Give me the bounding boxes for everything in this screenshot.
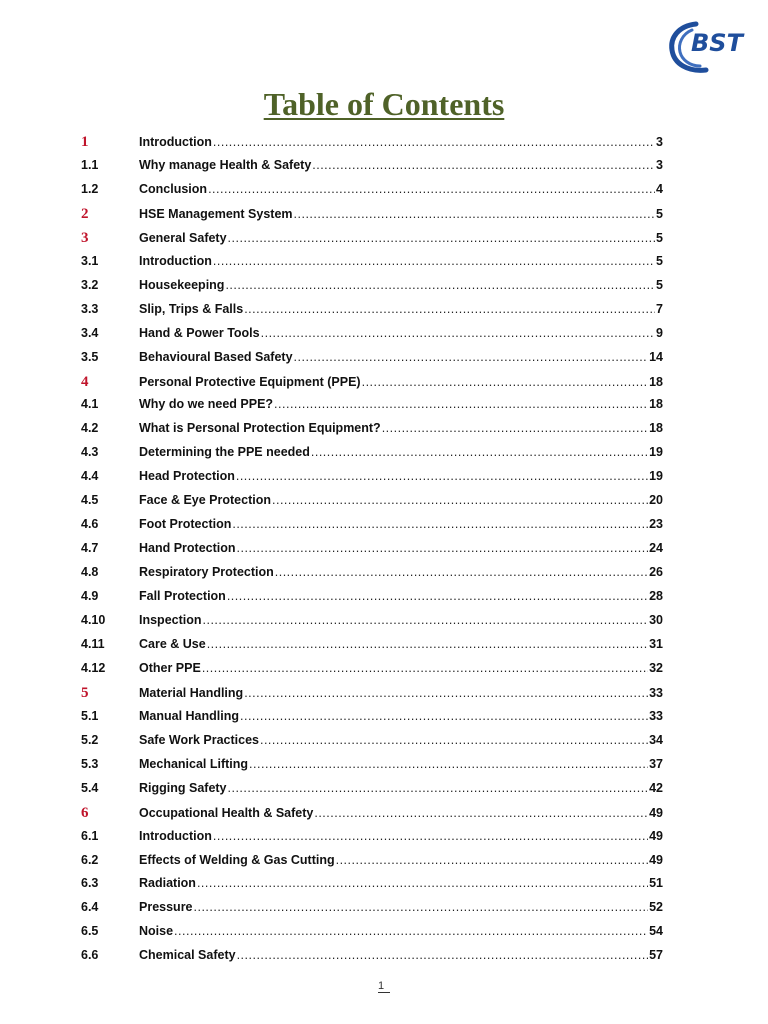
- toc-entry-number: 1.2: [81, 181, 99, 196]
- toc-entry-label-group: [139, 469, 663, 483]
- toc-entry-title: Inspection: [139, 613, 202, 627]
- toc-entry-label-group: [139, 375, 663, 389]
- toc-entry-title: Foot Protection: [139, 517, 232, 532]
- toc-entry-page: 42: [649, 780, 663, 795]
- toc-entry[interactable]: [81, 397, 663, 419]
- toc-entry-number: 3.3: [81, 301, 99, 316]
- toc-entry[interactable]: [81, 302, 663, 324]
- toc-dot-leader: [362, 375, 649, 389]
- toc-entry-label-group: [139, 135, 663, 149]
- toc-entry-page: 49: [649, 805, 663, 820]
- toc-entry-page: 3: [656, 135, 663, 149]
- toc-entry-number: 4.9: [81, 589, 99, 604]
- toc-entry-label-group: [139, 541, 663, 555]
- toc-entry[interactable]: [81, 900, 663, 922]
- toc-entry-title: Why do we need PPE?: [139, 397, 274, 412]
- toc-dot-leader: [312, 158, 655, 172]
- toc-entry-page: 28: [649, 589, 663, 604]
- toc-entry-page: 49: [649, 828, 663, 843]
- toc-entry[interactable]: [81, 924, 663, 946]
- toc-entry[interactable]: [81, 829, 663, 851]
- toc-entry-title: Introduction: [139, 828, 212, 843]
- toc-entry-title: Slip, Trips & Falls: [139, 301, 244, 316]
- toc-dot-leader: [213, 254, 655, 268]
- toc-entry-title: Introduction: [139, 253, 212, 268]
- toc-entry-title: Other PPE: [139, 660, 201, 675]
- toc-entry-title: Pressure: [139, 900, 193, 915]
- toc-entry[interactable]: [81, 613, 663, 635]
- toc-entry[interactable]: [81, 421, 663, 443]
- toc-entry-page: 32: [649, 660, 663, 675]
- toc-entry[interactable]: [81, 853, 663, 875]
- toc-dot-leader: [244, 686, 648, 700]
- toc-dot-leader: [207, 637, 648, 651]
- page-title: [0, 86, 768, 123]
- toc-entry-number: 4.5: [81, 493, 99, 508]
- toc-entry-title: Respiratory Protection: [139, 565, 274, 580]
- toc-entry-label-group: [139, 948, 663, 962]
- toc-dot-leader: [228, 781, 649, 795]
- toc-dot-leader: [311, 445, 648, 459]
- toc-entry-page: 5: [656, 277, 663, 292]
- toc-entry-title: Introduction: [139, 135, 212, 149]
- toc-entry-page: 14: [649, 349, 663, 364]
- toc-entry-label-group: [139, 637, 663, 651]
- toc-dot-leader: [174, 924, 648, 938]
- toc-entry-title: Safe Work Practices: [139, 732, 259, 747]
- toc-entry-title: Face & Eye Protection: [139, 493, 271, 508]
- toc-entry-title: Chemical Safety: [139, 948, 236, 963]
- toc-entry-number: 6.1: [81, 828, 99, 843]
- toc-entry-number: 6.6: [81, 948, 99, 963]
- toc-entry-title: Hand Protection: [139, 541, 236, 556]
- toc-entry-title: Rigging Safety: [139, 780, 227, 795]
- toc-entry[interactable]: [81, 685, 663, 707]
- toc-entry-label-group: [139, 876, 663, 890]
- toc-entry[interactable]: [81, 948, 663, 970]
- toc-entry-page: 24: [649, 541, 663, 556]
- toc-entry-page: 18: [649, 374, 663, 389]
- toc-entry[interactable]: [81, 445, 663, 467]
- toc-entry-page: 3: [656, 157, 663, 172]
- toc-entry-number: 2: [81, 205, 89, 222]
- toc-entry-label-group: [139, 806, 663, 820]
- toc-entry-title: Housekeeping: [139, 277, 225, 292]
- toc-entry-number: 1.1: [81, 157, 99, 172]
- toc-entry-page: 23: [649, 517, 663, 532]
- toc-entry-page: 34: [649, 732, 663, 747]
- toc-entry[interactable]: [81, 158, 663, 180]
- toc-entry[interactable]: [81, 469, 663, 491]
- toc-entry-label-group: [139, 182, 663, 196]
- toc-dot-leader: [227, 589, 648, 603]
- toc-entry-number: 5: [81, 684, 89, 701]
- toc-entry-page: 37: [649, 756, 663, 771]
- toc-entry-label-group: [139, 781, 663, 795]
- toc-entry[interactable]: [81, 876, 663, 898]
- toc-entry-title: Effects of Welding & Gas Cutting: [139, 852, 335, 867]
- toc-entry-page: 5: [656, 230, 663, 245]
- toc-dot-leader: [249, 757, 648, 771]
- toc-entry-title: HSE Management System: [139, 206, 293, 221]
- toc-entry[interactable]: [81, 733, 663, 755]
- toc-entry-label-group: [139, 686, 663, 700]
- toc-dot-leader: [314, 806, 648, 820]
- toc-dot-leader: [232, 517, 648, 531]
- toc-dot-leader: [294, 207, 656, 221]
- toc-entry-page: 49: [649, 852, 663, 867]
- toc-entry-page: 5: [656, 206, 663, 221]
- toc-entry-number: 4.4: [81, 469, 99, 484]
- toc-entry-label-group: [139, 421, 663, 435]
- toc-entry[interactable]: [81, 254, 663, 276]
- toc-entry[interactable]: [81, 278, 663, 300]
- toc-dot-leader: [244, 302, 655, 316]
- toc-entry-number: 4.3: [81, 445, 99, 460]
- toc-entry-number: 3.2: [81, 277, 99, 292]
- toc-entry-number: 4.11: [81, 636, 105, 651]
- toc-entry-number: 6.5: [81, 924, 99, 939]
- toc-entry-page: 54: [649, 924, 663, 939]
- page-number: 1: [378, 980, 390, 993]
- toc-entry-page: 18: [649, 397, 663, 412]
- toc-entry-number: 6: [81, 804, 89, 821]
- toc-dot-leader: [237, 948, 649, 962]
- toc-dot-leader: [240, 709, 648, 723]
- toc-entry-page: 52: [649, 900, 663, 915]
- toc-entry[interactable]: [81, 661, 663, 683]
- toc-entry-label-group: [139, 565, 663, 579]
- toc-entry-number: 3.5: [81, 349, 99, 364]
- toc-entry-title: Material Handling: [139, 685, 244, 700]
- toc-dot-leader: [202, 661, 648, 675]
- toc-entry-page: 19: [649, 445, 663, 460]
- toc-entry-page: 31: [649, 636, 663, 651]
- toc-entry-label-group: [139, 302, 663, 316]
- toc-entry-title: Radiation: [139, 876, 196, 891]
- toc-entry-label-group: [139, 733, 663, 747]
- toc-entry-label-group: [139, 493, 663, 507]
- bst-logo: [666, 20, 752, 76]
- toc-entry-label-group: [139, 350, 663, 364]
- toc-entry-number: 4.7: [81, 541, 99, 556]
- toc-entry-label-group: [139, 278, 663, 292]
- toc-entry-page: 20: [649, 493, 663, 508]
- page-footer: [0, 980, 768, 992]
- toc-dot-leader: [294, 350, 649, 364]
- toc-dot-leader: [213, 135, 655, 149]
- toc-entry-label-group: [139, 661, 663, 675]
- toc-entry[interactable]: [81, 326, 663, 348]
- toc-entry-label-group: [139, 613, 663, 627]
- toc-entry-number: 5.1: [81, 708, 99, 723]
- toc-entry-label-group: [139, 207, 663, 221]
- toc-dot-leader: [274, 397, 648, 411]
- toc-entry-label-group: [139, 589, 663, 603]
- toc-entry[interactable]: [81, 230, 663, 252]
- toc-entry-label-group: [139, 326, 663, 340]
- toc-entry-title: Determining the PPE needed: [139, 445, 310, 460]
- toc-entry-label-group: [139, 158, 663, 172]
- toc-entry[interactable]: [81, 206, 663, 228]
- toc-entry-title: Noise: [139, 924, 174, 939]
- toc-entry-number: 4.8: [81, 565, 99, 580]
- toc-dot-leader: [237, 541, 649, 555]
- toc-entry[interactable]: [81, 182, 663, 204]
- toc-dot-leader: [228, 231, 656, 245]
- toc-entry-page: 19: [649, 469, 663, 484]
- toc-entry-label-group: [139, 709, 663, 723]
- toc-entry-page: 18: [649, 421, 663, 436]
- toc-entry-number: 4.12: [81, 660, 106, 675]
- toc-entry[interactable]: [81, 541, 663, 563]
- toc-entry-page: 7: [656, 301, 663, 316]
- toc-entry[interactable]: [81, 589, 663, 611]
- toc-entry-title: Conclusion: [139, 181, 208, 196]
- toc-entry-number: 5.2: [81, 732, 99, 747]
- toc-entry[interactable]: [81, 134, 663, 156]
- toc-entry-number: 5.3: [81, 756, 99, 771]
- toc-dot-leader: [208, 182, 655, 196]
- toc-dot-leader: [261, 326, 655, 340]
- toc-entry-number: 3: [81, 229, 89, 246]
- toc-entry-page: 4: [656, 181, 663, 196]
- toc-entry-page: 26: [649, 565, 663, 580]
- toc-entry-title: What is Personal Protection Equipment?: [139, 421, 381, 436]
- toc-entry-page: 5: [656, 253, 663, 268]
- toc-entry-number: 3.4: [81, 325, 99, 340]
- toc-entry-label-group: [139, 829, 663, 843]
- toc-entry-title: Occupational Health & Safety: [139, 805, 314, 820]
- toc-entry-number: 6.4: [81, 900, 99, 915]
- toc-entry-title: Why manage Health & Safety: [139, 157, 312, 172]
- toc-entry-number: 6.3: [81, 876, 99, 891]
- toc-entry-label-group: [139, 254, 663, 268]
- toc-entry-label-group: [139, 757, 663, 771]
- toc-dot-leader: [272, 493, 648, 507]
- toc-entry[interactable]: [81, 637, 663, 659]
- toc-entry[interactable]: [81, 350, 663, 372]
- toc-entry[interactable]: [81, 565, 663, 587]
- toc-dot-leader: [336, 853, 648, 867]
- toc-entry-label-group: [139, 924, 663, 938]
- toc-entry[interactable]: [81, 781, 663, 803]
- toc-entry-number: 4.2: [81, 421, 99, 436]
- toc-entry-title: General Safety: [139, 230, 227, 245]
- toc-entry-label-group: [139, 853, 663, 867]
- toc-entry-title: Manual Handling: [139, 708, 239, 723]
- toc-entry-page: 33: [649, 685, 663, 700]
- toc-dot-leader: [225, 278, 655, 292]
- toc-entry-page: 30: [649, 613, 663, 627]
- toc-entry-number: 4: [81, 373, 89, 390]
- title-text: Table of Contents: [263, 86, 505, 122]
- toc-entry[interactable]: [81, 757, 663, 779]
- toc-entry[interactable]: [81, 374, 663, 396]
- toc-entry-number: 4.10: [81, 613, 106, 627]
- toc-entry-label-group: [139, 231, 663, 245]
- toc-entry-page: 57: [649, 948, 663, 963]
- toc-dot-leader: [194, 900, 649, 914]
- toc-entry-title: Fall Protection: [139, 589, 226, 604]
- toc-entry[interactable]: [81, 493, 663, 515]
- toc-entry-page: 33: [649, 708, 663, 723]
- toc-entry-number: 6.2: [81, 852, 99, 867]
- toc-dot-leader: [260, 733, 648, 747]
- toc-dot-leader: [197, 876, 648, 890]
- toc-entry-label-group: [139, 397, 663, 411]
- toc-entry-title: Hand & Power Tools: [139, 325, 260, 340]
- toc-dot-leader: [213, 829, 648, 843]
- toc-dot-leader: [275, 565, 648, 579]
- logo-text: BST: [691, 29, 743, 57]
- toc-entry-label-group: [139, 517, 663, 531]
- toc-entry-number: 1: [81, 134, 89, 150]
- toc-entry[interactable]: [81, 805, 663, 827]
- toc-entry[interactable]: [81, 709, 663, 731]
- toc-entry-page: 51: [649, 876, 663, 891]
- toc-entry-title: Head Protection: [139, 469, 235, 484]
- toc-dot-leader: [236, 469, 648, 483]
- toc-entry[interactable]: [81, 517, 663, 539]
- toc-entry-title: Behavioural Based Safety: [139, 349, 293, 364]
- toc-entry-title: Mechanical Lifting: [139, 756, 249, 771]
- toc-entry-number: 5.4: [81, 780, 99, 795]
- toc-entry-page: 9: [656, 325, 663, 340]
- toc-entry-label-group: [139, 445, 663, 459]
- toc-entry-title: Care & Use: [139, 636, 206, 651]
- toc-dot-leader: [382, 421, 648, 435]
- toc-entry-title: Personal Protective Equipment (PPE): [139, 374, 361, 389]
- toc-dot-leader: [203, 613, 649, 627]
- toc-entry-label-group: [139, 900, 663, 914]
- toc-entry-number: 4.1: [81, 397, 99, 412]
- toc-entry-number: 3.1: [81, 253, 99, 268]
- toc-entry-number: 4.6: [81, 517, 99, 532]
